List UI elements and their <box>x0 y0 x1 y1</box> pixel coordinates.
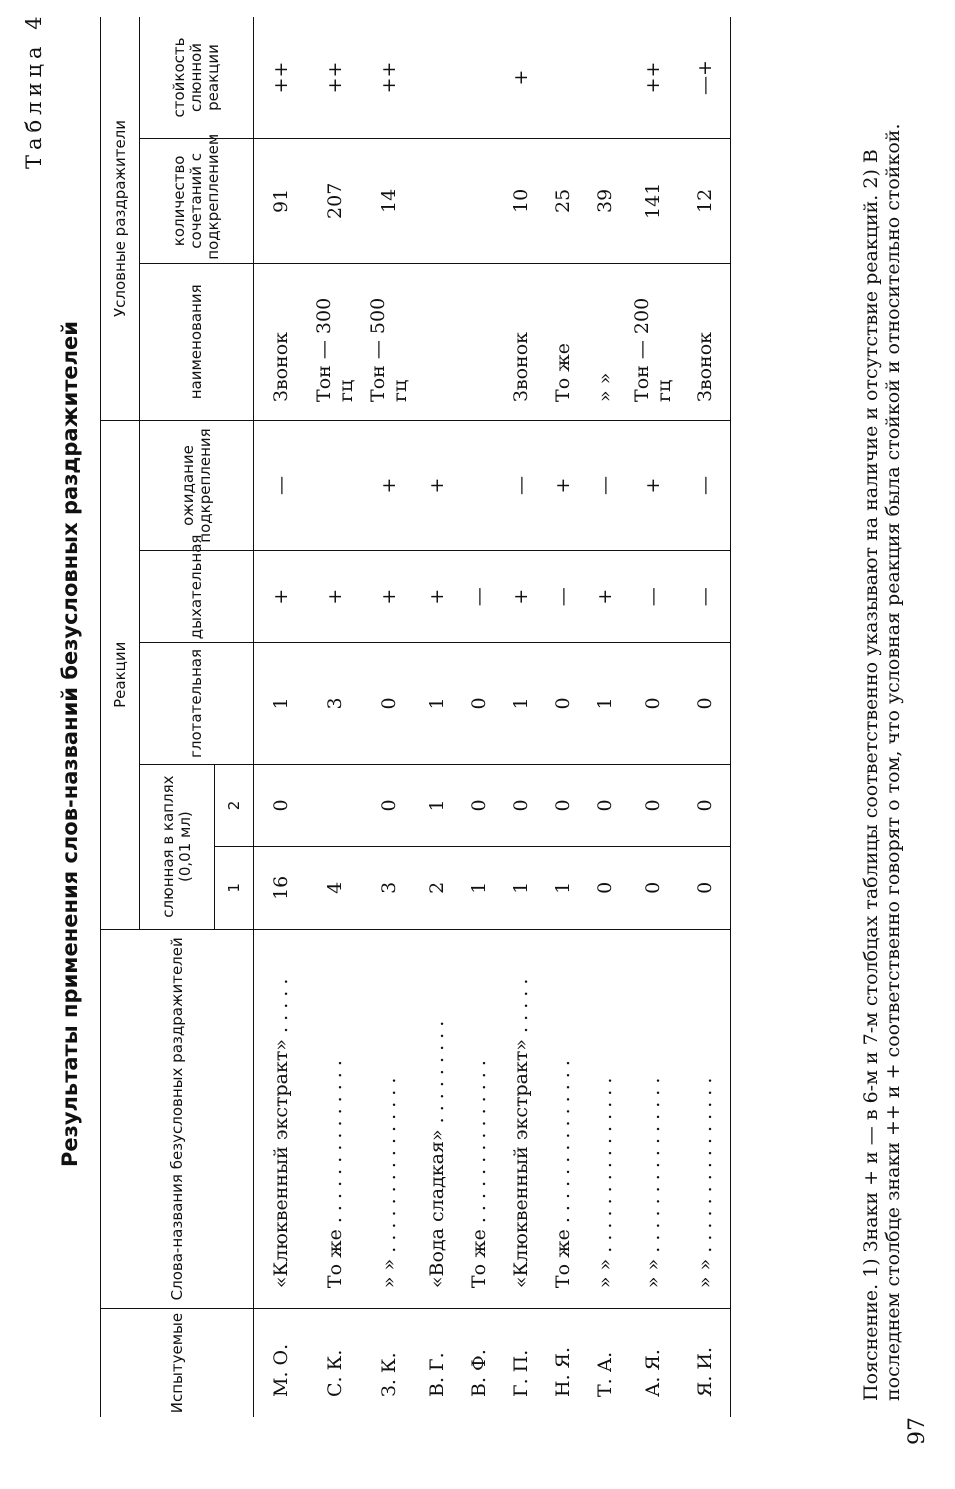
cell-stability: ++ <box>626 17 680 139</box>
cell-word: То же . . . . . . . . . . . . . . <box>458 929 500 1309</box>
cell-saliva-1: 0 <box>584 847 626 929</box>
table-row <box>500 17 542 1417</box>
cell-stability <box>458 17 500 139</box>
cell-respiratory: + <box>500 551 542 643</box>
cell-saliva-1: 4 <box>308 847 362 929</box>
cell-subject: Т. А. <box>594 1351 616 1397</box>
cell-saliva-2: 0 <box>626 764 680 846</box>
cell-word: » » . . . . . . . . . . . . . . . <box>584 929 626 1309</box>
cell-word: То же . . . . . . . . . . . . . . <box>542 929 584 1309</box>
cell-subject: А. Я. <box>642 1349 664 1397</box>
cell-subject: Я. И. <box>680 1309 731 1417</box>
page-number: 97 <box>905 1417 930 1445</box>
cell-cond-name: То же <box>542 263 584 420</box>
cell-saliva-1: 0 <box>626 847 680 929</box>
cell-respiratory: — <box>626 551 680 643</box>
cell-cond-count <box>458 139 500 264</box>
cell-cond-name: Тон — 200 гц <box>626 263 680 420</box>
cell-saliva-1: 1 <box>500 847 542 929</box>
cell-saliva-2: 0 <box>458 764 500 846</box>
cell-saliva-2: 1 <box>416 764 458 846</box>
table-row <box>542 17 584 1417</box>
cell-expectation: + <box>362 420 416 550</box>
cell-stability: ++ <box>308 17 362 139</box>
cell-respiratory: — <box>542 551 584 643</box>
cell-word: » » . . . . . . . . . . . . . . . <box>680 929 731 1309</box>
table-row <box>584 17 626 1417</box>
cell-word: То же . . . . . . . . . . . . . . <box>308 929 362 1309</box>
cell-swallowing: 0 <box>680 643 731 764</box>
cell-saliva-1: 1 <box>542 847 584 929</box>
cell-word: «Вода сладкая» . . . . . . . . . <box>416 929 458 1309</box>
cell-swallowing: 0 <box>626 643 680 764</box>
cell-swallowing: 1 <box>254 643 309 764</box>
cell-cond-name: Звонок <box>254 263 309 420</box>
cell-saliva-1: 0 <box>680 847 731 929</box>
cell-respiratory: + <box>308 551 362 643</box>
cell-cond-name: Тон — 500 гц <box>362 263 416 420</box>
cell-stability <box>416 17 458 139</box>
cell-saliva-2 <box>308 764 362 846</box>
table-row <box>626 17 680 1417</box>
header-cond-name: наименования <box>140 263 254 420</box>
header-cond-stability: стойкость слюнной реакции <box>140 17 254 139</box>
cell-stability <box>542 17 584 139</box>
cell-cond-name: Звонок <box>680 263 731 420</box>
cell-expectation <box>308 420 362 550</box>
header-conditioned: Условные раздражители <box>101 17 140 420</box>
cell-stability: ++ <box>254 17 309 139</box>
table-note: Пояснение. 1) Знаки + и — в 6-м и 7-м столбцах таблицы соответственно указывают на наличие и отсутствие реакций. 2) В последнем столбце знаки ++ и + соответственно говорят о том, что условная реакция была стойкой и относительно стойкой. <box>860 123 904 1401</box>
cell-expectation: — <box>500 420 542 550</box>
cell-cond-name: » » <box>584 263 626 420</box>
cell-expectation: + <box>626 420 680 550</box>
cell-swallowing: 3 <box>308 643 362 764</box>
cell-expectation: — <box>254 420 309 550</box>
cell-saliva-2: 0 <box>584 764 626 846</box>
cell-saliva-1: 3 <box>362 847 416 929</box>
cell-cond-name <box>416 263 458 420</box>
cell-respiratory: — <box>458 551 500 643</box>
cell-swallowing: 0 <box>458 643 500 764</box>
header-salivary-2: 2 <box>215 764 254 846</box>
cell-swallowing: 1 <box>584 643 626 764</box>
header-words: Слова-названия безусловных раздражителей <box>101 929 254 1309</box>
cell-cond-count: 25 <box>542 139 584 264</box>
header-swallowing: глотательная <box>140 643 254 764</box>
cell-respiratory: + <box>416 551 458 643</box>
cell-swallowing: 1 <box>416 643 458 764</box>
cell-respiratory: + <box>362 551 416 643</box>
cell-saliva-1: 2 <box>416 847 458 929</box>
cell-subject: М. О. <box>270 1343 292 1397</box>
cell-cond-count <box>416 139 458 264</box>
header-subjects: Испытуемые <box>101 1309 254 1417</box>
cell-cond-count: 141 <box>626 139 680 264</box>
cell-swallowing: 1 <box>500 643 542 764</box>
cell-saliva-2: 0 <box>542 764 584 846</box>
cell-cond-name: Звонок <box>500 263 542 420</box>
cell-stability <box>584 17 626 139</box>
table-row <box>680 17 731 1417</box>
cell-subject: Н. Я. <box>552 1346 574 1397</box>
cell-saliva-1: 16 <box>254 847 309 929</box>
cell-expectation: — <box>584 420 626 550</box>
cell-expectation: + <box>416 420 458 550</box>
cell-cond-name <box>458 263 500 420</box>
cell-saliva-2: 0 <box>362 764 416 846</box>
cell-expectation <box>458 420 500 550</box>
cell-word: «Клюквенный экстракт» . . . . . <box>500 929 542 1309</box>
header-salivary: слюнная в каплях (0,01 мл) <box>140 764 215 929</box>
cell-expectation: — <box>680 420 731 550</box>
cell-stability: + <box>500 17 542 139</box>
cell-subject: С. К. <box>324 1349 346 1397</box>
cell-saliva-2: 0 <box>500 764 542 846</box>
table-row <box>308 17 362 1417</box>
cell-word: » » . . . . . . . . . . . . . . . <box>362 929 416 1309</box>
cell-subject: В. Ф. <box>468 1349 490 1397</box>
header-salivary-1: 1 <box>215 847 254 929</box>
table-label: Таблица 4 <box>22 11 46 169</box>
table-row <box>416 17 458 1417</box>
cell-stability: ++ <box>362 17 416 139</box>
header-reactions: Реакции <box>101 420 140 929</box>
cell-cond-count: 10 <box>500 139 542 264</box>
cell-subject: З. К. <box>378 1352 400 1397</box>
table-row <box>458 17 500 1417</box>
cell-respiratory: + <box>584 551 626 643</box>
cell-saliva-2: 0 <box>680 764 731 846</box>
cell-cond-count: 91 <box>254 139 309 264</box>
cell-cond-count: 12 <box>680 139 731 264</box>
cell-saliva-2: 0 <box>254 764 309 846</box>
cell-swallowing: 0 <box>362 643 416 764</box>
cell-saliva-1: 1 <box>458 847 500 929</box>
cell-cond-name: Тон — 300 гц <box>308 263 362 420</box>
header-expectation: ожидание подкрепления <box>140 420 254 550</box>
cell-subject: В. Г. <box>426 1352 448 1397</box>
cell-word: » » . . . . . . . . . . . . . . . <box>626 929 680 1309</box>
table-row <box>362 17 416 1417</box>
cell-swallowing: 0 <box>542 643 584 764</box>
cell-cond-count: 39 <box>584 139 626 264</box>
table-row <box>254 17 309 1417</box>
results-table <box>100 17 731 1417</box>
cell-expectation: + <box>542 420 584 550</box>
cell-cond-count: 14 <box>362 139 416 264</box>
cell-respiratory: + <box>254 551 309 643</box>
cell-subject: Г. П. <box>510 1349 532 1397</box>
cell-cond-count: 207 <box>308 139 362 264</box>
header-respiratory: дыхательная <box>140 551 254 643</box>
cell-respiratory: — <box>680 551 731 643</box>
table-title: Результаты применения слов-названий безусловных раздражителей <box>58 321 82 1167</box>
header-cond-count: количество сочетаний с подкреплением <box>140 139 254 264</box>
cell-stability: —+ <box>680 17 731 139</box>
cell-word: «Клюквенный экстракт» . . . . . <box>254 929 309 1309</box>
